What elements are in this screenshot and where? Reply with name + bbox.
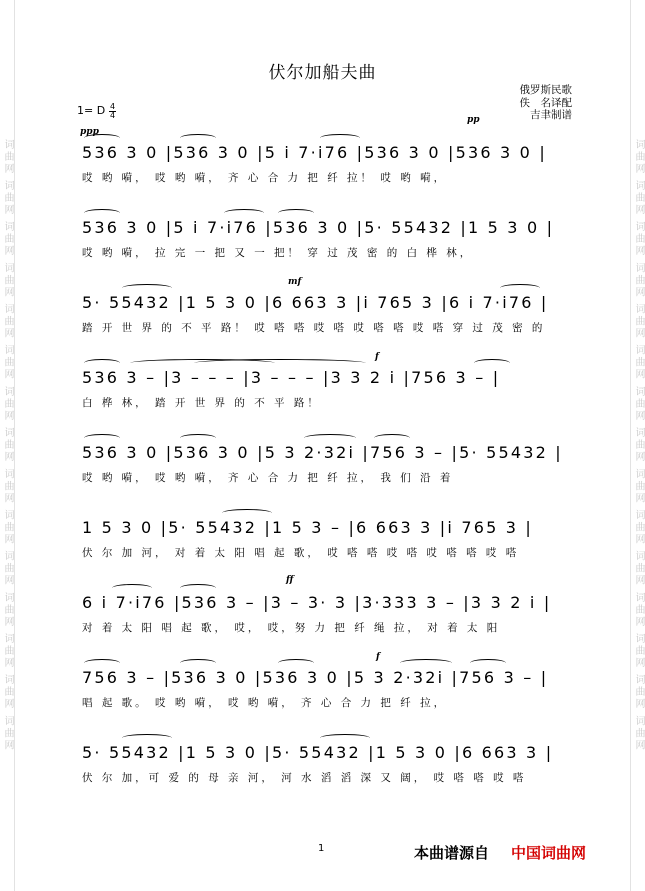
notation-line: 6 i 7·i76 |536 3 – |3 – 3· 3 |3·333 3 – |3 3 2 i | [82, 593, 552, 612]
lyrics-line: 哎 哟 嗬， 哎 哟 嗬， 齐 心 合 力 把 纤 拉， 我 们 沿 着 [82, 472, 454, 484]
watermark-text: 词曲网 [633, 262, 644, 299]
credit-translator: 佚 名译配 [519, 96, 572, 109]
watermark-text: 词曲网 [633, 551, 644, 588]
dynamic-mark-pp: pp [467, 115, 480, 125]
watermark-text: 词曲网 [633, 468, 644, 505]
time-signature [109, 103, 116, 120]
dynamic-mark-f: f [375, 352, 379, 362]
source-footer [414, 842, 586, 863]
dynamic-mark-ff: ff [286, 575, 294, 585]
lyrics-line: 对 着 太 阳 唱 起 歌， 哎， 哎，努 力 把 纤 绳 拉， 对 着 太 阳 [82, 622, 501, 634]
right-watermark-strip [630, 0, 645, 891]
site-name-link[interactable]: 中国词曲网 [511, 844, 587, 862]
credits-block [500, 84, 572, 122]
watermark-text: 词曲网 [2, 139, 13, 176]
lyrics-line: 伏 尔 加 河， 对 着 太 阳 唱 起 歌， 哎 嗒 嗒 哎 嗒 哎 嗒 嗒 哎 嗒 [82, 547, 520, 559]
watermark-text: 词曲网 [633, 633, 644, 670]
watermark-text: 词曲网 [633, 221, 644, 258]
time-signature-top: 4 [109, 102, 116, 111]
watermark-text: 词曲网 [2, 262, 13, 299]
watermark-text: 词曲网 [2, 468, 13, 505]
watermark-text: 词曲网 [2, 221, 13, 258]
notation-line: 536 3 0 |536 3 0 |5 3 2·32i |756 3 – |5· 55432 | [82, 443, 563, 462]
watermark-text: 词曲网 [2, 633, 13, 670]
time-signature-bottom: 4 [109, 111, 116, 120]
watermark-text: 词曲网 [2, 674, 13, 711]
watermark-text: 词曲网 [633, 592, 644, 629]
song-title: 伏尔加船夫曲 [268, 63, 377, 83]
watermark-text: 词曲网 [633, 386, 644, 423]
key-signature: 1= D [77, 104, 106, 117]
watermark-text: 词曲网 [633, 345, 644, 382]
dynamic-mark-ppp: ppp [80, 127, 99, 137]
watermark-text: 词曲网 [633, 139, 644, 176]
source-label: 本曲谱源自 [414, 844, 490, 862]
watermark-text: 词曲网 [2, 345, 13, 382]
watermark-text: 词曲网 [633, 715, 644, 752]
lyrics-line: 白 桦 林， 踏 开 世 界 的 不 平 路！ [82, 397, 321, 409]
lyrics-line: 唱 起 歌。 哎 哟 嗬， 哎 哟 嗬， 齐 心 合 力 把 纤 拉， [82, 697, 448, 709]
notation-line: 756 3 – |536 3 0 |536 3 0 |5 3 2·32i |756 3 – | [82, 668, 549, 687]
dynamic-mark-f: f [376, 652, 380, 662]
credit-engraver: 吉聿制谱 [530, 109, 572, 121]
lyrics-line: 哎 哟 嗬， 拉 完 一 把 又 一 把！ 穿 过 茂 密 的 白 桦 林， [82, 247, 474, 259]
watermark-text: 词曲网 [633, 180, 644, 217]
lyrics-line: 踏 开 世 界 的 不 平 路！ 哎 嗒 嗒 哎 嗒 哎 嗒 嗒 哎 嗒 穿 过 茂 密 的 [82, 322, 546, 334]
page-number: 1 [318, 843, 325, 854]
watermark-text: 词曲网 [633, 674, 644, 711]
watermark-text: 词曲网 [2, 303, 13, 340]
watermark-text: 词曲网 [2, 180, 13, 217]
notation-line: 5· 55432 |1 5 3 0 |5· 55432 |1 5 3 0 |6 663 3 | [82, 743, 554, 762]
watermark-text: 词曲网 [633, 303, 644, 340]
notation-line: 1 5 3 0 |5· 55432 |1 5 3 – |6 663 3 |i 765 3 | [82, 518, 534, 537]
dynamic-mark-mf: mf [288, 277, 302, 287]
notation-line: 536 3 0 |5 i 7·i76 |536 3 0 |5· 55432 |1 5 3 0 | [82, 218, 555, 237]
lyrics-line: 哎 哟 嗬， 哎 哟 嗬， 齐 心 合 力 把 纤 拉！ 哎 哟 嗬， [82, 172, 448, 184]
lyrics-line: 伏 尔 加，可 爱 的 母 亲 河， 河 水 滔 滔 深 又 阔， 哎 嗒 嗒 哎 嗒 [82, 772, 527, 784]
watermark-text: 词曲网 [2, 592, 13, 629]
left-watermark-strip [0, 0, 15, 891]
watermark-text: 词曲网 [2, 386, 13, 423]
watermark-text: 词曲网 [2, 551, 13, 588]
watermark-text: 词曲网 [2, 509, 13, 546]
notation-line: 536 3 0 |536 3 0 |5 i 7·i76 |536 3 0 |536 3 0 | [82, 143, 547, 162]
notation-line: 536 3 – |3 – – – |3 – – – |3 3 2 i |756 3 – | [82, 368, 501, 387]
watermark-text: 词曲网 [633, 509, 644, 546]
watermark-text: 词曲网 [2, 715, 13, 752]
credit-origin: 俄罗斯民歌 [519, 84, 572, 96]
notation-line: 5· 55432 |1 5 3 0 |6 663 3 |i 765 3 |6 i 7·i76 | [82, 293, 549, 312]
watermark-text: 词曲网 [633, 427, 644, 464]
watermark-text: 词曲网 [2, 427, 13, 464]
